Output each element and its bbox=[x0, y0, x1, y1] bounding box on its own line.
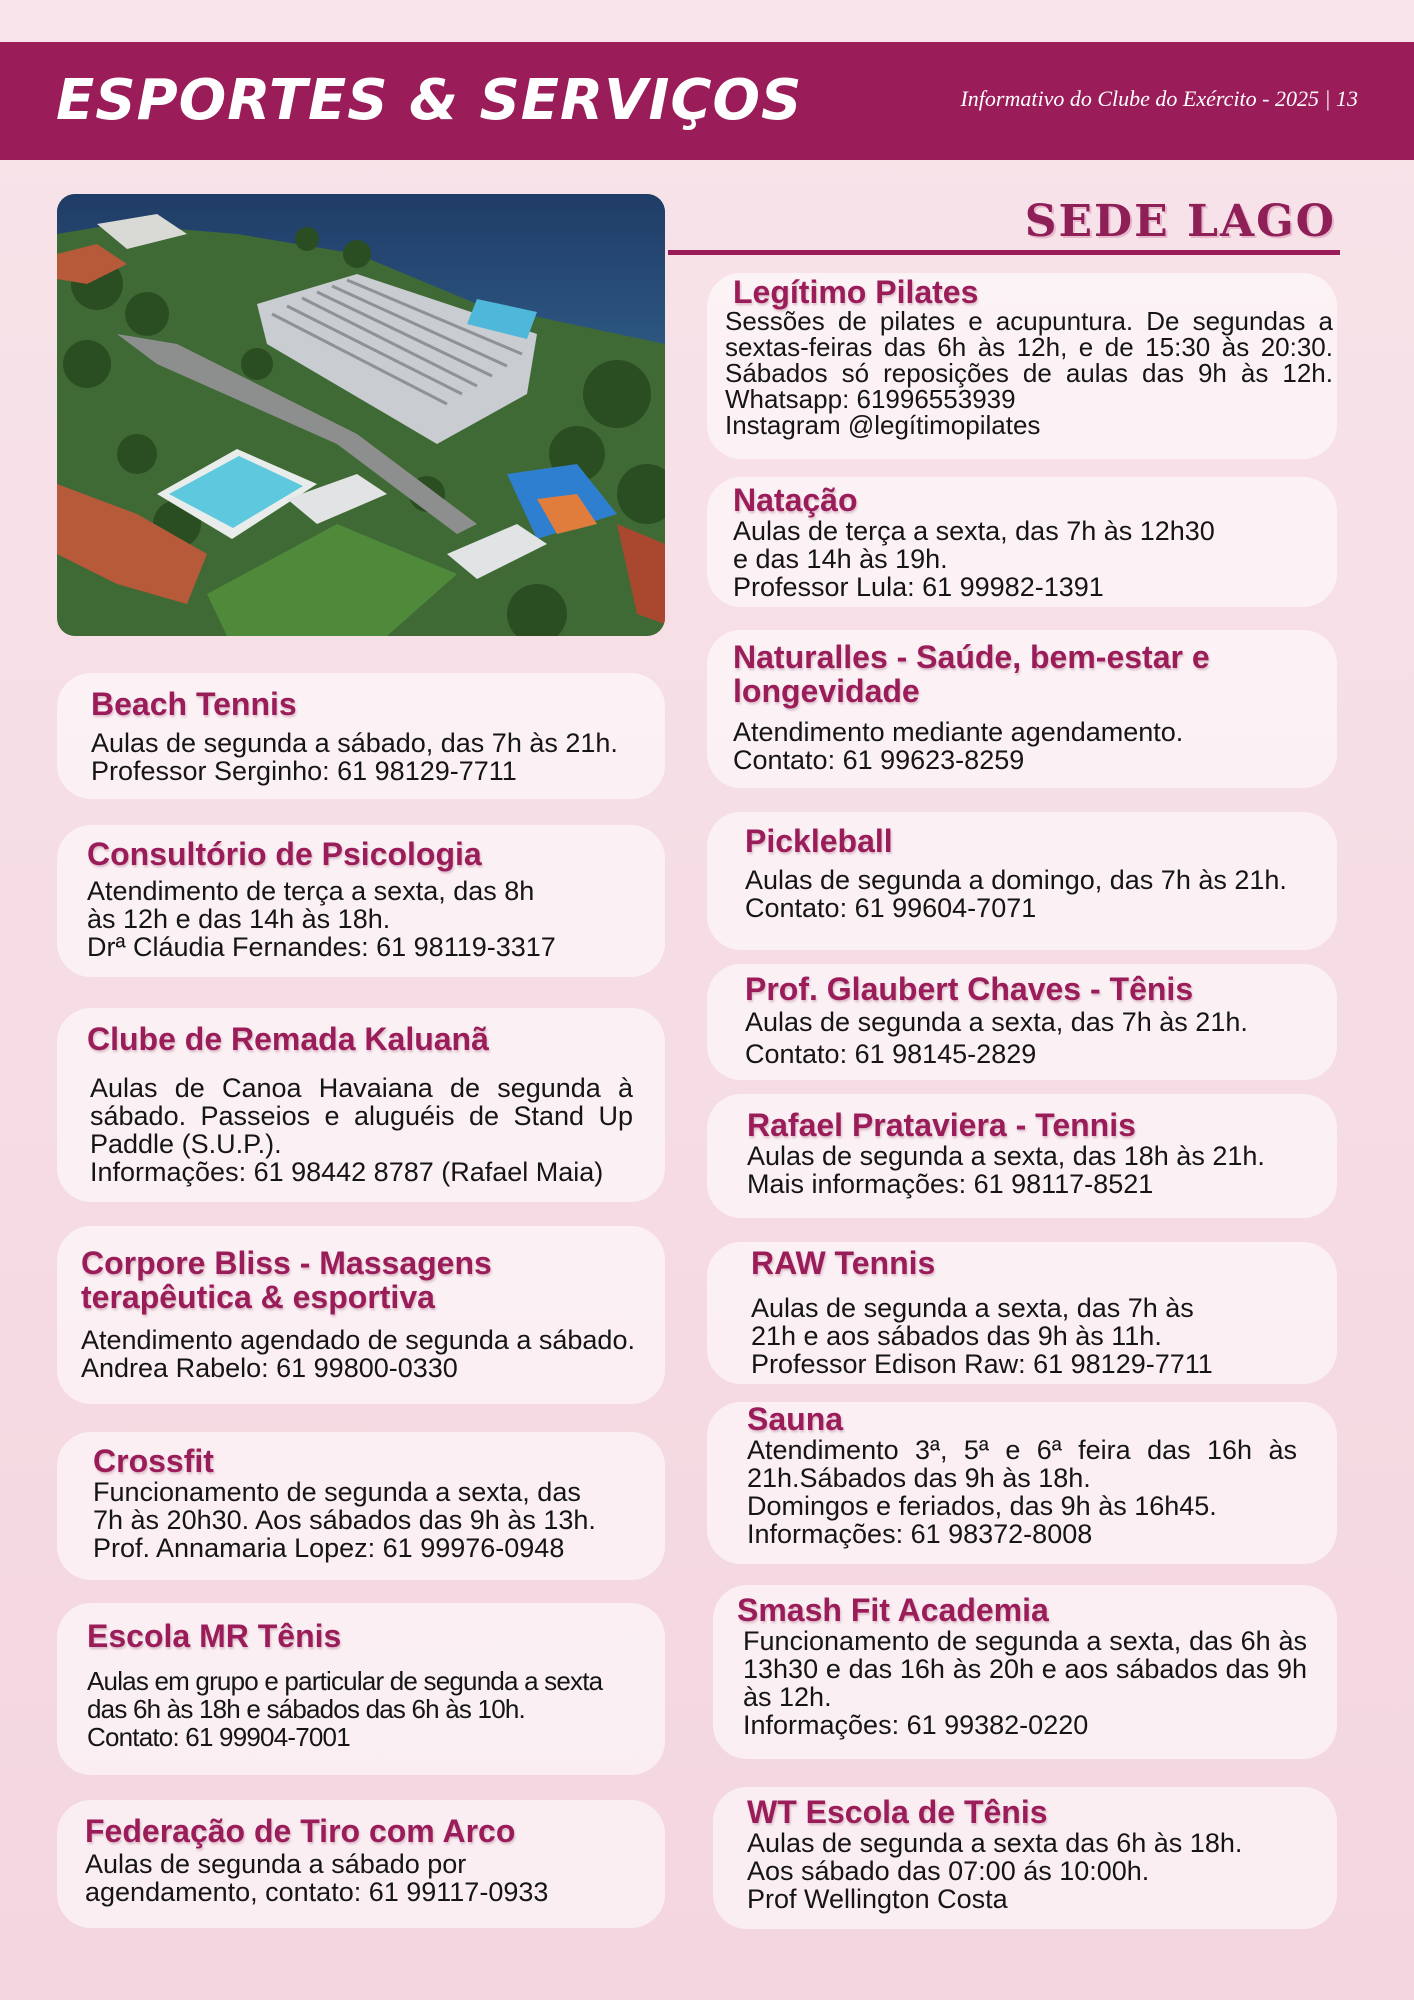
service-card-beach-tennis bbox=[57, 673, 665, 799]
card-title: Federação de Tiro com Arco bbox=[85, 1813, 516, 1849]
service-card-legitimo-pilates bbox=[707, 273, 1337, 459]
card-body: Atendimento mediante agendamento. Contato: 61 99623-8259 bbox=[733, 717, 1184, 775]
service-card-wt-escola-tenis bbox=[713, 1787, 1337, 1929]
card-body: Aulas de segunda a sexta, das 7h às 21h. Contato: 61 98145-2829 bbox=[745, 1007, 1248, 1069]
section-title: SEDE LAGO bbox=[1024, 196, 1336, 247]
card-body: Aulas de Canoa Havaiana de segunda à sábado. Passeios e aluguéis de Stand Up Paddle (S.U.P.). Informações: 61 98442 8787 (Rafael Maia) bbox=[90, 1073, 633, 1187]
card-body: Aulas de segunda a domingo, das 7h às 21h. Contato: 61 99604-7071 bbox=[745, 865, 1287, 923]
service-card-glaubert-chaves bbox=[707, 964, 1337, 1080]
card-title: Corpore Bliss - Massagens terapêutica & esportiva bbox=[81, 1245, 492, 1315]
service-card-sauna bbox=[707, 1402, 1337, 1564]
card-title: WT Escola de Tênis bbox=[747, 1794, 1048, 1830]
service-card-psicologia bbox=[57, 825, 665, 977]
card-body: Sessões de pilates e acupuntura. De segundas a sextas-feiras das 6h às 12h, e de 15:30 às 20:30. Sábados só reposições de aulas das 9h às 12h. Whatsapp: 61996553939 Instagram @legítimopilates bbox=[725, 306, 1333, 440]
service-card-corpore-bliss bbox=[57, 1226, 665, 1404]
card-title: RAW Tennis bbox=[751, 1245, 936, 1281]
service-card-crossfit bbox=[57, 1432, 665, 1580]
card-body: Atendimento agendado de segunda a sábado. Andrea Rabelo: 61 99800-0330 bbox=[81, 1325, 635, 1383]
card-title: Pickleball bbox=[745, 823, 893, 859]
card-body: Aulas de segunda a sexta das 6h às 18h. Aos sábado das 07:00 ás 10:00h. Prof Wellington Costa bbox=[747, 1828, 1243, 1914]
card-body: Atendimento 3ª, 5ª e 6ª feira das 16h às 21h.Sábados das 9h às 18h. Domingos e feriados, das 9h às 16h45. Informações: 61 98372-8008 bbox=[747, 1435, 1297, 1549]
service-card-smash-fit bbox=[713, 1585, 1337, 1759]
service-card-naturalles bbox=[707, 630, 1337, 788]
card-body: Aulas de terça a sexta, das 7h às 12h30 e das 14h às 19h. Professor Lula: 61 99982-1391 bbox=[733, 516, 1215, 602]
aerial-club-photo bbox=[57, 194, 665, 636]
service-card-natacao bbox=[707, 477, 1337, 607]
card-body: Funcionamento de segunda a sexta, das 7h às 20h30. Aos sábados das 9h às 13h. Prof. Annamaria Lopez: 61 99976-0948 bbox=[93, 1477, 596, 1563]
card-body: Atendimento de terça a sexta, das 8h às 12h e das 14h às 18h. Drª Cláudia Fernandes: 61 98119-3317 bbox=[87, 876, 556, 962]
card-body: Aulas de segunda a sábado por agendamento, contato: 61 99117-0933 bbox=[85, 1849, 549, 1907]
card-body: Aulas de segunda a sábado, das 7h às 21h. Professor Serginho: 61 98129-7711 bbox=[91, 728, 618, 786]
card-title: Crossfit bbox=[93, 1443, 214, 1479]
card-title: Escola MR Tênis bbox=[87, 1618, 342, 1654]
service-card-remada-kaluana bbox=[57, 1008, 665, 1202]
service-card-tiro-com-arco bbox=[57, 1800, 665, 1928]
card-title: Natação bbox=[733, 482, 858, 518]
page-title: ESPORTES & SERVIÇOS bbox=[56, 68, 803, 133]
card-body: Aulas em grupo e particular de segunda a sexta das 6h às 18h e sábados das 6h às 10h. Contato: 61 99904-7001 bbox=[87, 1666, 603, 1752]
page-header bbox=[0, 42, 1414, 160]
card-title: Beach Tennis bbox=[91, 686, 297, 722]
service-card-raw-tennis bbox=[707, 1242, 1337, 1384]
service-card-pickleball bbox=[707, 812, 1337, 950]
service-card-escola-mr-tenis bbox=[57, 1603, 665, 1775]
publication-info: Informativo do Clube do Exército - 2025 | 13 bbox=[960, 86, 1358, 111]
card-title: Clube de Remada Kaluanã bbox=[87, 1021, 489, 1057]
section-divider bbox=[668, 250, 1340, 255]
card-body: Aulas de segunda a sexta, das 18h às 21h. Mais informações: 61 98117-8521 bbox=[747, 1141, 1265, 1199]
service-card-rafael-prataviera bbox=[707, 1094, 1337, 1218]
card-title: Prof. Glaubert Chaves - Tênis bbox=[745, 971, 1194, 1007]
card-body: Aulas de segunda a sexta, das 7h às 21h e aos sábados das 9h às 11h. Professor Edison Raw: 61 98129-7711 bbox=[751, 1293, 1213, 1379]
card-body: Funcionamento de segunda a sexta, das 6h às 13h30 e das 16h às 20h e aos sábados das 9h às 12h. Informações: 61 99382-0220 bbox=[743, 1626, 1307, 1740]
card-title: Naturalles - Saúde, bem-estar e longevidade bbox=[733, 639, 1210, 709]
card-title: Consultório de Psicologia bbox=[87, 836, 482, 872]
card-title: Legítimo Pilates bbox=[733, 274, 979, 310]
card-title: Sauna bbox=[747, 1401, 844, 1437]
card-title: Smash Fit Academia bbox=[737, 1592, 1049, 1628]
card-title: Rafael Prataviera - Tennis bbox=[747, 1107, 1136, 1143]
